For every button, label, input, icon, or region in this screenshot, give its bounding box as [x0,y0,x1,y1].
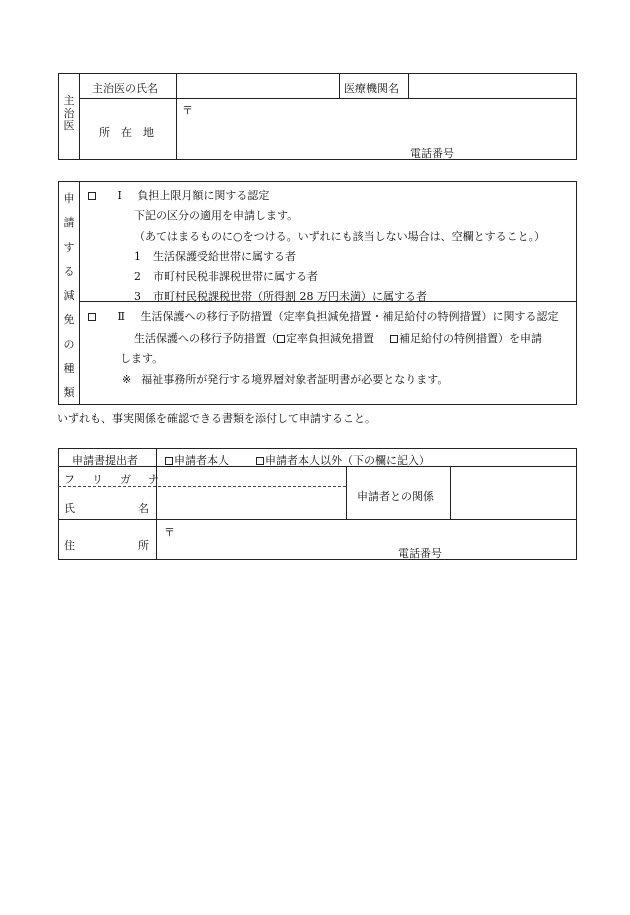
submitter-postal-mark: 〒 [164,526,175,539]
submitter-other-checkbox[interactable] [256,457,264,465]
submitter-label: 申請書提出者 [72,454,138,467]
supplementary-benefit-checkbox[interactable] [390,335,398,343]
item1-option-3[interactable]: 3 市町村民税課税世帯（所得割 28 万円未満）に属する者 [134,290,427,303]
submitter-self-label: 申請者本人 [174,454,229,467]
name-field[interactable] [158,488,344,517]
item1-numeral: Ⅰ [117,189,122,202]
relation-field[interactable] [452,468,575,517]
doctor-side-label: 主 治 医 [63,94,75,133]
item2-checkbox-row [88,308,558,324]
relation-right-divider [450,466,451,519]
submitter-label-divider [156,448,157,560]
item1-title: 負担上限月額に関する認定 [137,189,270,202]
submitter-row-divider-2 [58,519,577,520]
submitter-other-label: 申請者本人以外（下の欄に記入） [265,454,430,467]
doctor-name-field[interactable] [178,75,338,96]
reduction-side-label: 申 請 す る 減 免 の 種 類 [63,192,75,400]
item1-option-2[interactable]: 2 市町村民税非課税世帯に属する者 [134,270,318,283]
item2-line2: します。 [120,352,164,365]
doctor-location-label: 所 在 地 [99,126,154,139]
submitter-self-checkbox[interactable] [165,457,173,465]
item2-numeral: Ⅱ [117,310,125,323]
doctor-postal-mark: 〒 [182,104,193,117]
fixed-rate-reduction-checkbox[interactable] [277,335,285,343]
relation-left-divider [346,466,347,519]
doctor-name-label: 主治医の氏名 [92,82,158,95]
institution-right-divider [408,73,409,98]
item2-checkbox[interactable] [88,313,96,321]
address-label-2: 所 [138,539,149,552]
name-label-1: 氏 [64,502,75,515]
submitter-address-field[interactable] [158,521,575,558]
doctor-label-divider [176,73,177,160]
doctor-row-divider [79,98,577,99]
reduction-side-divider [79,181,80,405]
address-label-1: 住 [64,539,75,552]
submitter-options [165,452,430,468]
submitter-phone-label: 電話番号 [398,547,442,560]
institution-label: 医療機関名 [344,82,399,95]
item1-checkbox[interactable] [88,192,96,200]
item1-line2: （あてはまるものに○をつける。いずれにも該当しない場合は、空欄とすること。） [134,230,546,243]
item2-note: ※ 福祉事務所が発行する境界層対象者証明書が必要となります。 [122,373,449,386]
doctor-address-field[interactable] [178,100,575,158]
doctor-phone-label: 電話番号 [410,147,454,160]
doctor-side-divider [79,73,80,160]
relation-label: 申請者との関係 [357,490,434,503]
item1-option-1[interactable]: 1 生活保護受給世帯に属する者 [134,250,296,263]
furigana-label: フ リ ガ ナ [64,473,162,486]
institution-left-divider [339,73,340,98]
name-label-2: 名 [138,502,149,515]
attachment-note: いずれも、事実関係を確認できる書類を添付して申請すること。 [57,412,376,425]
item1-checkbox-row [88,187,269,203]
item2-line1: 生活保護への移行予防措置（ 定率負担減免措置 補足給付の特例措置）を申請 [134,332,542,345]
item1-line1: 下記の区分の適用を申請します。 [134,209,299,222]
furigana-field[interactable] [158,468,344,485]
institution-field[interactable] [410,75,575,96]
item2-title: 生活保護への移行予防措置（定率負担減免措置・補足給付の特例措置）に関する認定 [140,310,559,323]
